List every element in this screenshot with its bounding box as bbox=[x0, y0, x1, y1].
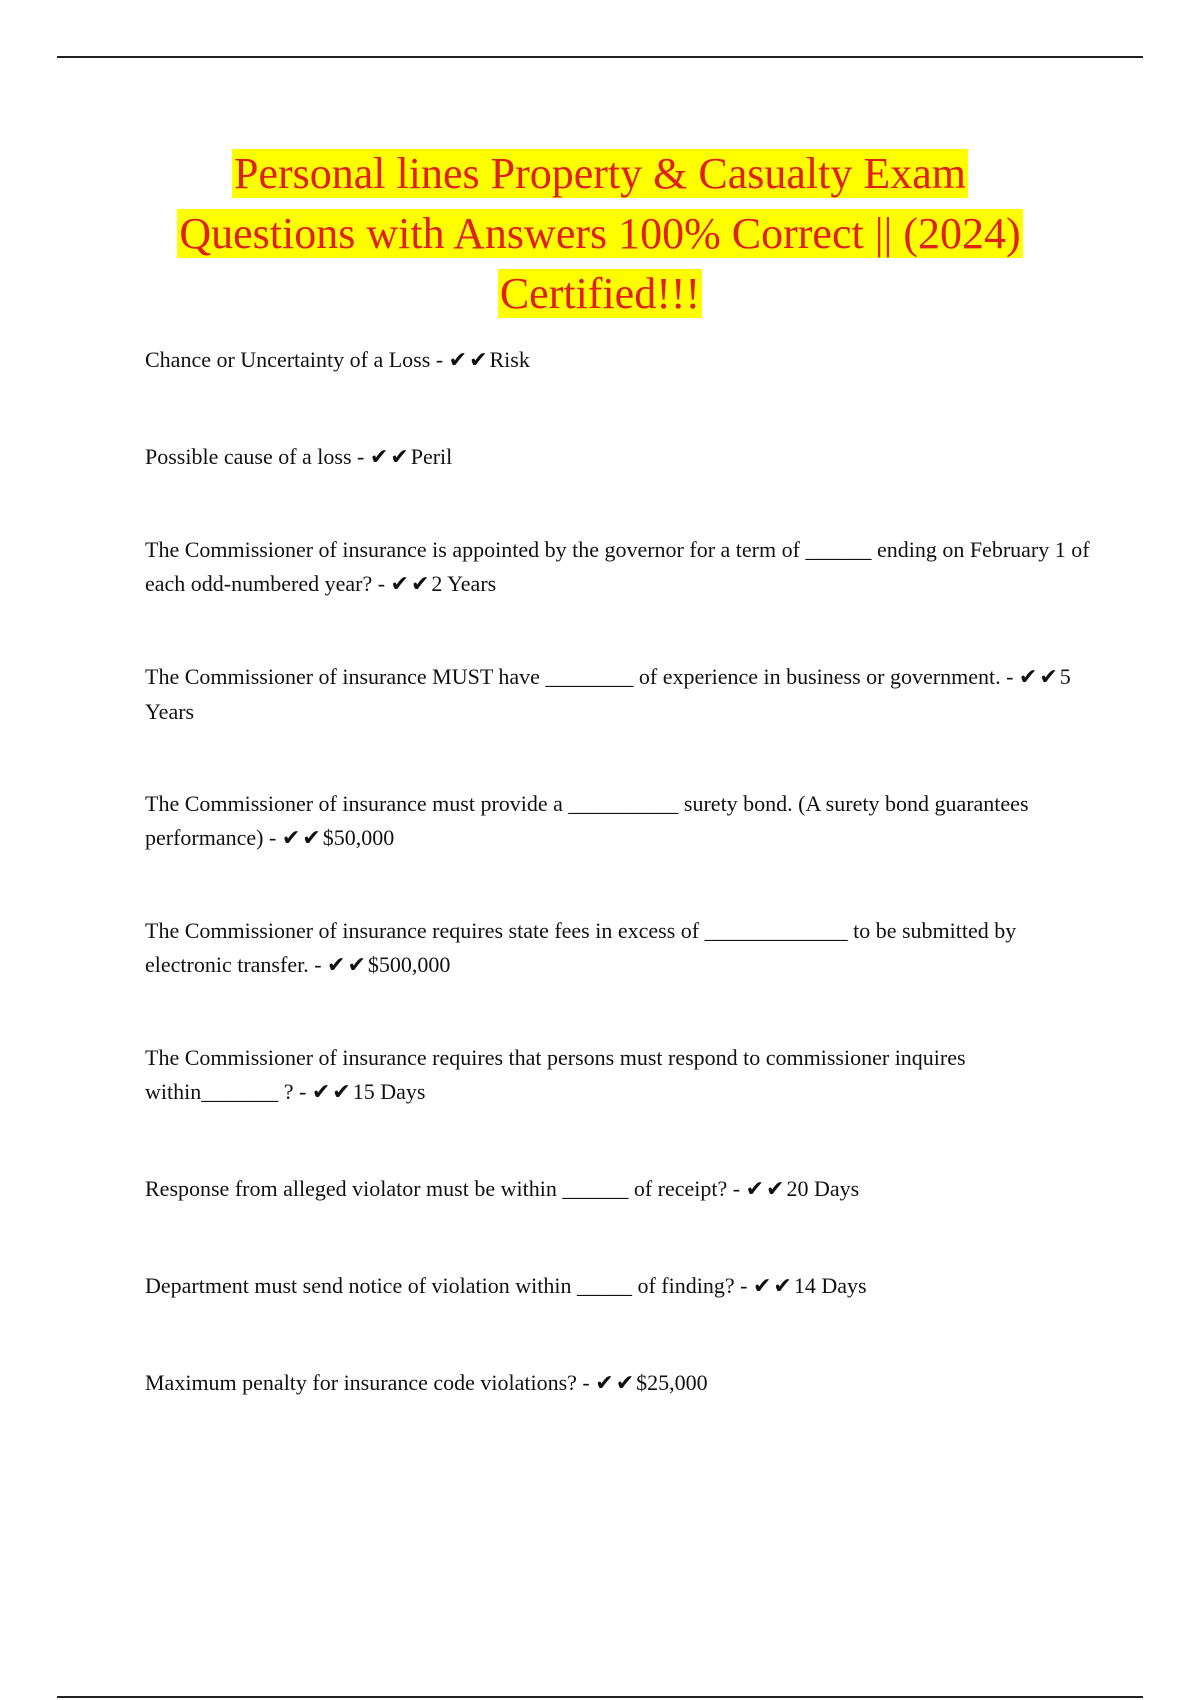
check-icon: ✔ bbox=[390, 572, 409, 597]
check-icon: ✔ bbox=[752, 1274, 772, 1299]
qa-item-2 bbox=[145, 440, 1095, 475]
qa-item-9 bbox=[145, 1269, 1095, 1304]
qa-item-6 bbox=[145, 914, 1095, 983]
question-text: The Commissioner of insurance is appointed by the governor for a term of ______ ending on February 1 of each odd-numbered year? - bbox=[145, 537, 1090, 596]
check-icon: ✔ bbox=[745, 1177, 765, 1202]
answer-text: Risk bbox=[489, 347, 530, 372]
qa-item-3 bbox=[145, 533, 1095, 602]
question-text: Response from alleged violator must be within ______ of receipt? - bbox=[145, 1176, 741, 1201]
answer-text: 5 Years bbox=[145, 664, 1071, 724]
title-line-2: Questions with Answers 100% Correct || (2024) bbox=[179, 209, 1021, 258]
check-icon: ✔ bbox=[347, 953, 366, 978]
check-icon: ✔ bbox=[327, 953, 346, 978]
question-text: Department must send notice of violation within _____ of finding? - bbox=[145, 1273, 748, 1298]
qa-item-1 bbox=[145, 343, 1095, 378]
qa-item-10 bbox=[145, 1366, 1095, 1401]
answer-text: $50,000 bbox=[322, 825, 395, 850]
answer-text: $500,000 bbox=[367, 952, 451, 977]
check-icon: ✔ bbox=[302, 826, 321, 851]
answer-text: $25,000 bbox=[636, 1370, 708, 1395]
check-icon: ✔ bbox=[1018, 665, 1038, 690]
question-text: Maximum penalty for insurance code violations? - bbox=[145, 1370, 590, 1395]
check-icon: ✔ bbox=[281, 826, 301, 851]
answer-text: 2 Years bbox=[431, 571, 497, 596]
question-text: The Commissioner of insurance MUST have ________ of experience in business or government. - bbox=[145, 664, 1014, 689]
question-text: Possible cause of a loss - bbox=[145, 444, 365, 469]
qa-item-7 bbox=[145, 1041, 1095, 1110]
top-rule bbox=[57, 56, 1143, 58]
answer-text: 15 Days bbox=[352, 1079, 426, 1104]
check-icon: ✔ bbox=[369, 445, 389, 470]
question-text: The Commissioner of insurance must provide a __________ surety bond. (A surety bond guarantees performance) - bbox=[145, 791, 1029, 850]
check-icon: ✔ bbox=[311, 1080, 331, 1105]
check-icon: ✔ bbox=[615, 1371, 635, 1396]
question-text: Chance or Uncertainty of a Loss - bbox=[145, 347, 444, 372]
check-icon: ✔ bbox=[1039, 665, 1058, 690]
check-icon: ✔ bbox=[469, 348, 488, 373]
check-icon: ✔ bbox=[390, 445, 409, 470]
question-text: The Commissioner of insurance requires that persons must respond to commissioner inquires within_______ ? - bbox=[145, 1045, 966, 1104]
check-icon: ✔ bbox=[332, 1080, 351, 1105]
answer-text: Peril bbox=[410, 444, 453, 469]
check-icon: ✔ bbox=[773, 1274, 792, 1299]
title-line-1: Personal lines Property & Casualty Exam bbox=[234, 149, 966, 198]
qa-item-8 bbox=[145, 1172, 1095, 1207]
check-icon: ✔ bbox=[410, 572, 430, 597]
answer-text: 20 Days bbox=[786, 1176, 860, 1201]
check-icon: ✔ bbox=[595, 1371, 614, 1396]
check-icon: ✔ bbox=[448, 348, 468, 373]
question-text: The Commissioner of insurance requires state fees in excess of _____________ to be submitted by electronic transfer. - bbox=[145, 918, 1017, 977]
qa-item-5 bbox=[145, 787, 1095, 856]
check-icon: ✔ bbox=[766, 1177, 785, 1202]
title-line-3: Certified!!! bbox=[499, 269, 701, 318]
answer-text: 14 Days bbox=[793, 1273, 867, 1298]
bottom-rule bbox=[57, 1696, 1143, 1698]
document-title bbox=[100, 144, 1100, 324]
qa-item-4 bbox=[145, 660, 1095, 729]
